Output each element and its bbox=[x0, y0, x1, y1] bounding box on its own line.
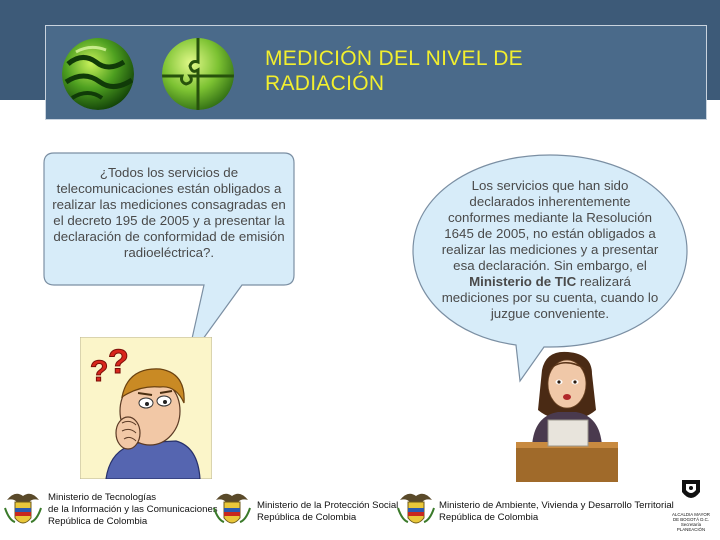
footer-social-line-1: Ministerio de la Protección Social bbox=[257, 500, 399, 511]
footer-alcaldia-line-3: Secretaría bbox=[680, 522, 702, 527]
title-line-2: RADIACIÓN bbox=[265, 72, 385, 95]
colombia-crest-icon bbox=[212, 490, 252, 537]
svg-text:?: ? bbox=[90, 355, 109, 388]
answer-text bbox=[438, 178, 662, 322]
green-sphere-icon bbox=[62, 38, 134, 110]
page-title bbox=[265, 46, 685, 96]
footer-social-line-2: República de Colombia bbox=[257, 512, 357, 523]
svg-text:?: ? bbox=[108, 343, 129, 381]
answer-text-part-1: Los servicios que han sido declarados inherentemente conformes mediante la Resolución 1645 de 2005, no están obligados a realizar las mediciones y a presentar esa declaración. Sin embargo, el bbox=[441, 178, 659, 273]
answer-text-bold: Ministerio de TIC bbox=[469, 274, 577, 289]
footer-tic-line-1: Ministerio de Tecnologías bbox=[48, 492, 157, 503]
footer bbox=[0, 478, 720, 540]
colombia-crest-icon bbox=[396, 490, 436, 537]
footer-tic-line-2: de la Información y las Comunicaciones bbox=[48, 504, 218, 515]
question-text: ¿Todos los servicios de telecomunicaciones están obligados a realizar las mediciones consagradas en el decreto 195 de 2005 y a presentar la declaración de conformidad de emisión radioeléctrica?. bbox=[52, 165, 286, 260]
green-puzzle-sphere-icon bbox=[162, 38, 234, 110]
answer-bubble bbox=[412, 153, 688, 383]
bogota-crest-icon bbox=[676, 478, 706, 509]
question-bubble bbox=[44, 153, 294, 363]
title-line-1: MEDICIÓN DEL NIVEL DE bbox=[265, 47, 523, 70]
footer-ministry-tic bbox=[48, 492, 218, 528]
footer-ministry-environment bbox=[439, 500, 674, 524]
footer-alcaldia bbox=[664, 512, 718, 532]
answer-text-part-2: realizará mediciones por su cuenta, cuando lo juzgue conveniente. bbox=[441, 274, 659, 321]
thinking-man-illustration bbox=[80, 337, 212, 479]
presenter-woman-illustration bbox=[512, 350, 622, 482]
footer-environment-line-1: Ministerio de Ambiente, Vivienda y Desarrollo Territorial bbox=[439, 500, 674, 511]
footer-alcaldia-line-2: DE BOGOTÁ D.C. bbox=[672, 517, 710, 522]
footer-tic-line-3: República de Colombia bbox=[48, 516, 148, 527]
colombia-crest-icon bbox=[3, 490, 43, 537]
footer-alcaldia-line-4: PLANEACIÓN bbox=[676, 527, 706, 532]
footer-alcaldia-line-1: ALCALDIA MAYOR bbox=[672, 512, 710, 517]
footer-ministry-social bbox=[257, 500, 398, 524]
footer-environment-line-2: República de Colombia bbox=[439, 512, 539, 523]
